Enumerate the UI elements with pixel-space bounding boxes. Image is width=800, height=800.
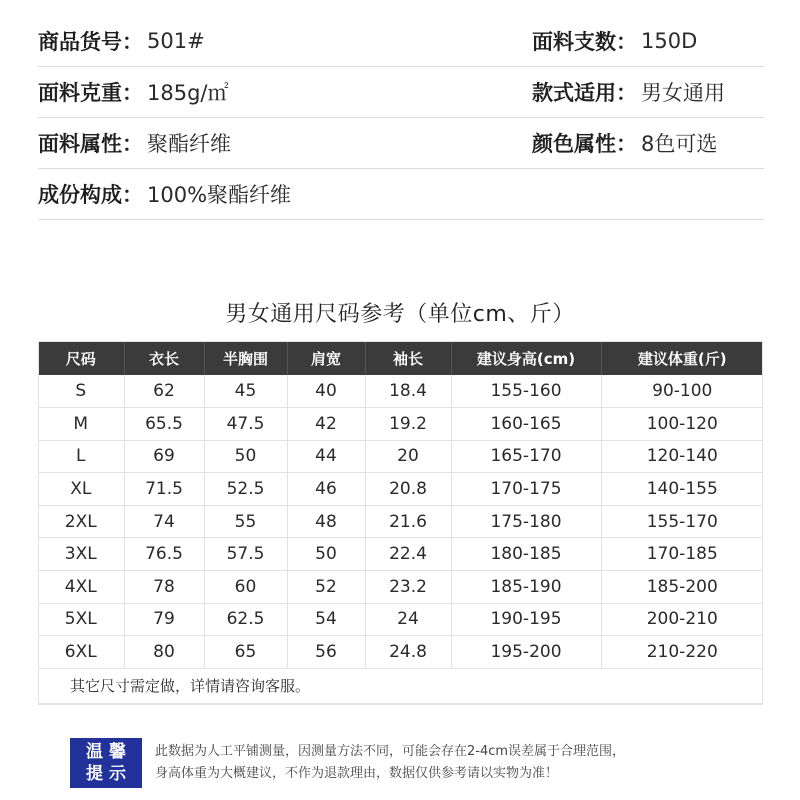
spec-item-yarn-count bbox=[532, 16, 697, 66]
spec-label: 商品货号 bbox=[38, 30, 122, 54]
reminder-text bbox=[155, 741, 775, 785]
reminder-line1: 此数据为人工平铺测量，因测量方法不同，可能会存在2-4cm误差属于合理范围， bbox=[155, 744, 626, 759]
spec-item-colors bbox=[532, 118, 717, 168]
table-cell: 46 bbox=[287, 473, 365, 506]
header-cell-size: 尺码 bbox=[38, 341, 124, 375]
table-note-row bbox=[38, 668, 763, 703]
spec-value: 501# bbox=[147, 29, 205, 53]
table-cell: 48 bbox=[287, 505, 365, 538]
table-row bbox=[38, 505, 763, 538]
spec-item-fabric-type bbox=[38, 118, 231, 168]
table-cell: 50 bbox=[204, 440, 287, 473]
table-cell: 20 bbox=[365, 440, 451, 473]
custom-size-note: 其它尺寸需定做，详情请咨询客服。 bbox=[38, 668, 763, 703]
table-cell: XL bbox=[38, 473, 124, 506]
table-cell: 71.5 bbox=[124, 473, 204, 506]
spec-value: 185g/㎡ bbox=[147, 81, 229, 105]
table-cell: 180-185 bbox=[451, 538, 601, 571]
table-cell: 21.6 bbox=[365, 505, 451, 538]
header-cell-length: 衣长 bbox=[124, 341, 204, 375]
table-cell: 175-180 bbox=[451, 505, 601, 538]
spec-separator: ： bbox=[616, 30, 637, 54]
table-cell: 155-160 bbox=[451, 375, 601, 408]
table-cell: 65.5 bbox=[124, 408, 204, 441]
table-row bbox=[38, 636, 763, 669]
spec-row bbox=[38, 16, 764, 67]
spec-label: 面料支数 bbox=[532, 30, 616, 54]
spec-value: 聚酯纤维 bbox=[147, 132, 231, 156]
table-cell: 57.5 bbox=[204, 538, 287, 571]
spec-item-style-fit bbox=[532, 67, 725, 117]
spec-value: 150D bbox=[641, 29, 698, 53]
header-cell-half-chest: 半胸围 bbox=[204, 341, 287, 375]
table-cell: 22.4 bbox=[365, 538, 451, 571]
table-cell: 54 bbox=[287, 603, 365, 636]
table-cell: L bbox=[38, 440, 124, 473]
table-cell: 79 bbox=[124, 603, 204, 636]
spec-row bbox=[38, 118, 764, 169]
spec-item-item-number bbox=[38, 16, 205, 66]
table-cell: 80 bbox=[124, 636, 204, 669]
table-row bbox=[38, 603, 763, 636]
table-cell: 200-210 bbox=[601, 603, 763, 636]
spec-label: 款式适用 bbox=[532, 81, 616, 105]
size-table bbox=[38, 341, 763, 704]
spec-separator: ： bbox=[122, 81, 143, 105]
table-cell: 50 bbox=[287, 538, 365, 571]
table-cell: 5XL bbox=[38, 603, 124, 636]
table-cell: S bbox=[38, 375, 124, 408]
spec-separator: ： bbox=[122, 183, 143, 207]
table-cell: 62 bbox=[124, 375, 204, 408]
table-cell: 140-155 bbox=[601, 473, 763, 506]
table-cell: 120-140 bbox=[601, 440, 763, 473]
spec-label: 面料克重 bbox=[38, 81, 122, 105]
spec-separator: ： bbox=[616, 81, 637, 105]
table-cell: 47.5 bbox=[204, 408, 287, 441]
header-cell-height: 建议身高(cm) bbox=[451, 341, 601, 375]
table-cell: 2XL bbox=[38, 505, 124, 538]
reminder-badge-line1: 温馨 bbox=[86, 742, 132, 762]
table-cell: 52.5 bbox=[204, 473, 287, 506]
reminder-line2: 身高体重为大概建议，不作为退款理由，数据仅供参考请以实物为准！ bbox=[155, 766, 559, 781]
table-cell: 100-120 bbox=[601, 408, 763, 441]
spec-value: 男女通用 bbox=[641, 81, 725, 105]
table-cell: 60 bbox=[204, 571, 287, 604]
table-cell: 20.8 bbox=[365, 473, 451, 506]
table-cell: 90-100 bbox=[601, 375, 763, 408]
table-cell: 24.8 bbox=[365, 636, 451, 669]
header-cell-shoulder: 肩宽 bbox=[287, 341, 365, 375]
spec-item-composition bbox=[38, 169, 291, 219]
table-cell: 56 bbox=[287, 636, 365, 669]
spec-value: 100%聚酯纤维 bbox=[147, 183, 292, 207]
size-table-title: 男女通用尺码参考（单位cm、斤） bbox=[225, 302, 575, 327]
table-cell: 195-200 bbox=[451, 636, 601, 669]
table-cell: 170-175 bbox=[451, 473, 601, 506]
table-row bbox=[38, 440, 763, 473]
table-row bbox=[38, 408, 763, 441]
table-cell: 23.2 bbox=[365, 571, 451, 604]
header-cell-weight: 建议体重(斤) bbox=[601, 341, 763, 375]
table-cell: M bbox=[38, 408, 124, 441]
size-table-header-row bbox=[38, 341, 763, 375]
product-spec bbox=[38, 16, 764, 220]
table-cell: 185-190 bbox=[451, 571, 601, 604]
table-row bbox=[38, 538, 763, 571]
table-cell: 55 bbox=[204, 505, 287, 538]
table-cell: 74 bbox=[124, 505, 204, 538]
table-cell: 24 bbox=[365, 603, 451, 636]
table-cell: 155-170 bbox=[601, 505, 763, 538]
table-cell: 62.5 bbox=[204, 603, 287, 636]
spec-label: 成份构成 bbox=[38, 183, 122, 207]
spec-label: 颜色属性 bbox=[532, 132, 616, 156]
table-cell: 6XL bbox=[38, 636, 124, 669]
table-cell: 19.2 bbox=[365, 408, 451, 441]
reminder-badge-line2: 提示 bbox=[86, 764, 132, 784]
table-row bbox=[38, 375, 763, 408]
spec-item-fabric-weight bbox=[38, 67, 229, 117]
table-cell: 65 bbox=[204, 636, 287, 669]
table-cell: 76.5 bbox=[124, 538, 204, 571]
table-cell: 160-165 bbox=[451, 408, 601, 441]
table-cell: 52 bbox=[287, 571, 365, 604]
table-cell: 78 bbox=[124, 571, 204, 604]
table-cell: 190-195 bbox=[451, 603, 601, 636]
spec-separator: ： bbox=[122, 30, 143, 54]
spec-row bbox=[38, 67, 764, 118]
header-cell-sleeve: 袖长 bbox=[365, 341, 451, 375]
table-cell: 185-200 bbox=[601, 571, 763, 604]
table-cell: 44 bbox=[287, 440, 365, 473]
table-cell: 4XL bbox=[38, 571, 124, 604]
spec-label: 面料属性 bbox=[38, 132, 122, 156]
spec-row bbox=[38, 169, 764, 220]
table-cell: 45 bbox=[204, 375, 287, 408]
spec-value: 8色可选 bbox=[641, 132, 718, 156]
table-cell: 210-220 bbox=[601, 636, 763, 669]
table-cell: 170-185 bbox=[601, 538, 763, 571]
table-row bbox=[38, 473, 763, 506]
table-cell: 69 bbox=[124, 440, 204, 473]
table-cell: 42 bbox=[287, 408, 365, 441]
table-cell: 18.4 bbox=[365, 375, 451, 408]
spec-separator: ： bbox=[122, 132, 143, 156]
table-cell: 40 bbox=[287, 375, 365, 408]
table-cell: 165-170 bbox=[451, 440, 601, 473]
table-row bbox=[38, 571, 763, 604]
spec-separator: ： bbox=[616, 132, 637, 156]
reminder-badge bbox=[70, 738, 142, 788]
table-cell: 3XL bbox=[38, 538, 124, 571]
